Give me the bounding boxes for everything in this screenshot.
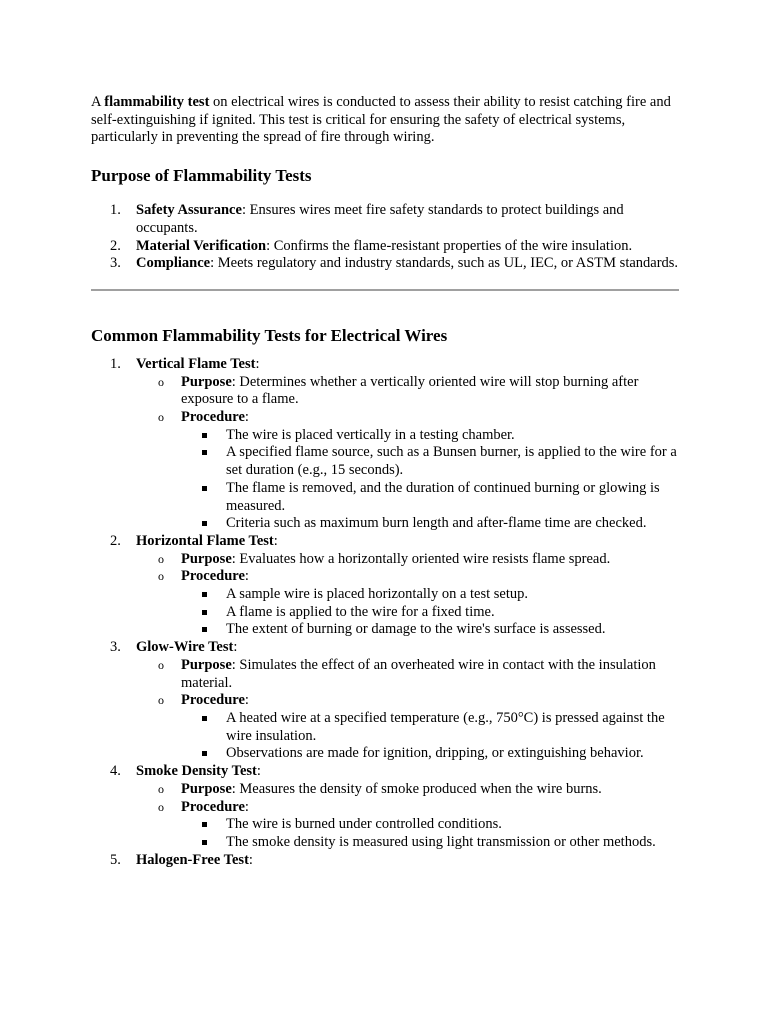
procedure-step [181,586,679,604]
test-item [91,852,679,870]
test-name-colon: : [273,532,278,549]
procedure-step [181,710,679,745]
square-bullet-icon [202,627,207,632]
purpose-text: : Measures the density of smoke produced when the wire burns. [231,780,602,797]
step-text: A flame is applied to the wire for a fixed time. [226,603,495,620]
procedure-steps [181,816,679,851]
procedure-steps [181,427,679,533]
test-item [91,763,679,852]
tests-list [91,356,679,869]
list-number: 3. [110,639,121,656]
procedure-step [181,604,679,622]
purpose-label: Purpose [181,780,232,797]
square-bullet-icon [202,716,207,721]
step-text: Observations are made for ignition, dripping, or extinguishing behavior. [226,745,644,762]
square-bullet-icon [202,592,207,597]
test-name-colon: : [255,355,260,372]
test-name: Smoke Density Test [136,763,257,780]
item-term: Material Verification [136,237,267,254]
item-term: Safety Assurance [136,202,242,219]
test-item [91,639,679,763]
intro-paragraph [91,94,679,147]
list-number: 2. [110,532,121,549]
purpose-text: : Evaluates how a horizontally oriented wire resists flame spread. [231,550,611,567]
square-bullet-icon [202,521,207,526]
test-item [91,356,679,533]
test-details [136,551,679,640]
square-bullet-icon [202,751,207,756]
square-bullet-icon [202,840,207,845]
test-name: Horizontal Flame Test [136,532,274,549]
circle-bullet-icon: o [158,374,164,389]
procedure-step [181,444,679,479]
procedure-item [136,409,679,533]
square-bullet-icon [202,610,207,615]
procedure-colon: : [244,409,249,426]
purpose-item [136,551,679,569]
item-text: : Ensures wires meet fire safety standards to protect buildings and occupants. [136,202,624,236]
square-bullet-icon [202,450,207,455]
step-text: A heated wire at a specified temperature (e.g., 750°C) is pressed against the wire insulation. [226,709,665,744]
test-name-colon: : [233,639,238,656]
procedure-steps [181,710,679,763]
square-bullet-icon [202,486,207,491]
step-text: The wire is burned under controlled conditions. [226,816,502,833]
test-name: Halogen-Free Test [136,851,249,868]
circle-bullet-icon: o [158,551,164,566]
document-page [91,94,679,869]
test-name: Vertical Flame Test [136,355,256,372]
square-bullet-icon [202,822,207,827]
item-term: Compliance [136,255,211,272]
test-details [136,781,679,852]
purpose-label: Purpose [181,656,232,673]
procedure-label: Procedure [181,798,245,815]
list-item [91,202,679,237]
list-number: 1. [110,355,121,372]
intro-text: on electrical wires is conducted to assess their ability to resist catching fire and self-extinguishing if ignited. This test is critical for ensuring the safety of electrical systems, particularly in preventing the spread of fire through wiring. [91,94,671,146]
item-text: : Meets regulatory and industry standards, such as UL, IEC, or ASTM standards. [210,255,679,272]
circle-bullet-icon: o [158,410,164,425]
list-number: 5. [110,851,121,868]
procedure-item [136,692,679,763]
intro-prefix: A [91,94,105,110]
purpose-list [91,202,679,273]
procedure-colon: : [244,568,249,585]
step-text: A specified flame source, such as a Bunsen burner, is applied to the wire for a set duration (e.g., 15 seconds). [226,444,677,479]
list-item [91,255,679,273]
list-number: 1. [110,202,121,219]
tests-heading: Common Flammability Tests for Electrical Wires [91,325,448,345]
item-text: : Confirms the flame-resistant properties of the wire insulation. [266,237,633,254]
list-item [91,238,679,256]
procedure-label: Procedure [181,692,245,709]
step-text: The flame is removed, and the duration of continued burning or glowing is measured. [226,479,660,514]
procedure-colon: : [244,692,249,709]
step-text: The wire is placed vertically in a testing chamber. [226,426,515,443]
circle-bullet-icon: o [158,693,164,708]
square-bullet-icon [202,433,207,438]
list-number: 2. [110,237,121,254]
list-number: 3. [110,255,121,272]
procedure-label: Procedure [181,568,245,585]
step-text: The extent of burning or damage to the wire's surface is assessed. [226,621,606,638]
procedure-step [181,745,679,763]
procedure-step [181,816,679,834]
purpose-item [136,657,679,692]
purpose-text: : Simulates the effect of an overheated wire in contact with the insulation material. [181,656,656,691]
intro-bold-term: flammability test [104,94,210,110]
purpose-label: Purpose [181,373,232,390]
test-name: Glow-Wire Test [136,639,234,656]
circle-bullet-icon: o [158,657,164,672]
procedure-step [181,480,679,515]
step-text: The smoke density is measured using light transmission or other methods. [226,833,656,850]
circle-bullet-icon: o [158,799,164,814]
procedure-steps [181,586,679,639]
test-name-colon: : [248,851,253,868]
circle-bullet-icon: o [158,781,164,796]
circle-bullet-icon: o [158,569,164,584]
purpose-text: : Determines whether a vertically oriented wire will stop burning after exposure to a flame. [181,373,639,408]
procedure-step [181,834,679,852]
test-details [136,374,679,533]
procedure-item [136,568,679,639]
list-number: 4. [110,763,121,780]
procedure-label: Procedure [181,409,245,426]
purpose-heading: Purpose of Flammability Tests [91,166,312,186]
procedure-step [181,427,679,445]
purpose-label: Purpose [181,550,232,567]
purpose-item [136,781,679,799]
horizontal-divider [91,289,679,291]
purpose-item [136,374,679,409]
test-item [91,533,679,639]
procedure-colon: : [244,798,249,815]
step-text: Criteria such as maximum burn length and after-flame time are checked. [226,515,647,532]
procedure-item [136,799,679,852]
procedure-step [181,515,679,533]
step-text: A sample wire is placed horizontally on a test setup. [226,586,529,603]
test-name-colon: : [256,763,261,780]
procedure-step [181,621,679,639]
test-details [136,657,679,763]
